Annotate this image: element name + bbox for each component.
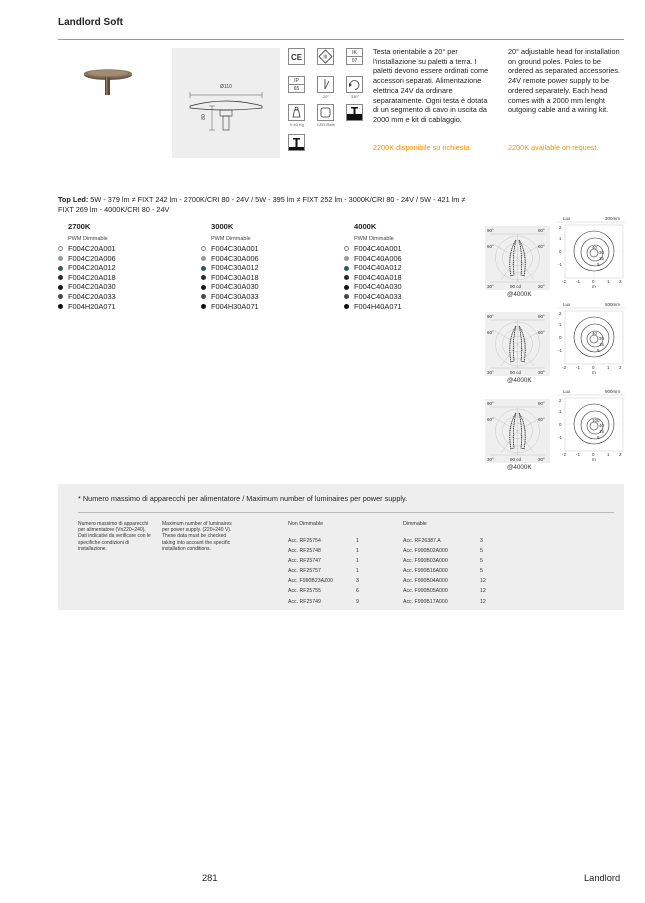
product-code: F004H30A071 <box>201 302 321 312</box>
product-code: F004C40A033 <box>344 292 464 302</box>
angle-label: 90° <box>487 228 494 233</box>
accessory-code: Acc. RF25748 <box>288 548 321 555</box>
lux-title: Lux <box>563 389 571 394</box>
accessory-row <box>403 546 493 556</box>
axis-x-tick: 0 <box>592 279 595 284</box>
column-heading: 3000K <box>211 222 234 231</box>
finish-swatch <box>58 246 63 251</box>
axis-y-tick: 2 <box>559 398 562 403</box>
finish-swatch <box>344 275 349 280</box>
column-heading: 4000K <box>354 222 377 231</box>
axis-x-tick: 0 <box>592 365 595 370</box>
accessory-row <box>403 586 493 596</box>
led-refit-icon <box>317 104 334 121</box>
polar-diagram <box>485 226 550 290</box>
product-code: F004C40A006 <box>344 254 464 264</box>
polar-diagram <box>485 399 550 463</box>
distance-label: 300mm <box>605 216 621 221</box>
lux-value: 5 <box>597 262 600 267</box>
axis-y-tick: -1 <box>558 348 563 353</box>
lux-value: 5 <box>597 348 600 353</box>
lux-value: 15 <box>599 429 605 434</box>
angle-label: 60° <box>487 244 494 249</box>
product-code: F004H40A071 <box>344 302 464 312</box>
finish-swatch <box>58 275 63 280</box>
technical-drawing <box>172 48 280 158</box>
lux-value: 30 <box>599 250 605 255</box>
accessory-row <box>403 536 493 546</box>
product-code: F004C20A030 <box>58 282 178 292</box>
finish-swatch <box>344 256 349 261</box>
accessory-max-count: 1 <box>356 548 359 555</box>
model-label: @4000K <box>507 291 532 298</box>
finish-swatch <box>201 275 206 280</box>
weight-icon <box>288 104 305 121</box>
distance-label: 900mm <box>605 389 621 394</box>
accessory-row <box>403 597 493 607</box>
accessory-row <box>288 546 368 556</box>
finish-swatch <box>201 304 206 309</box>
column-heading: 2700K <box>68 222 91 231</box>
axis-x-tick: -2 <box>562 452 567 457</box>
led-refit-caption: LED-Refit <box>317 122 335 127</box>
lux-value: 40 <box>592 331 598 336</box>
lux-value: 15 <box>599 342 605 347</box>
axis-y-tick: 0 <box>559 249 562 254</box>
axis-x-tick: -2 <box>562 365 567 370</box>
lux-title: Lux <box>563 302 571 307</box>
product-code: F004H20A071 <box>58 302 178 312</box>
accessory-code: Acc. RF25755 <box>288 588 321 595</box>
accessory-code: Acc. F990B04A000 <box>403 578 448 585</box>
axis-x-tick: 1 <box>607 365 610 370</box>
page-title: Landlord Soft <box>58 17 123 28</box>
distance-label: 500mm <box>605 302 621 307</box>
note-divider <box>78 512 614 513</box>
accessory-max-count: 1 <box>356 568 359 575</box>
lux-value: 40 <box>599 423 605 428</box>
accessory-max-count: 12 <box>480 588 486 595</box>
product-code: F004C20A006 <box>58 254 178 264</box>
ce-icon: CE <box>288 48 305 65</box>
top-led-label: Top Led: <box>58 195 89 204</box>
angle-label: 90° <box>538 401 545 406</box>
axis-y-tick: 0 <box>559 422 562 427</box>
lux-value: 30 <box>599 336 605 341</box>
tilt-icon <box>317 76 334 93</box>
finish-swatch <box>201 246 206 251</box>
pole-install-icon <box>288 134 305 151</box>
page-number: 281 <box>202 873 218 883</box>
accessory-row <box>288 597 368 607</box>
axis-x-tick: -1 <box>576 279 581 284</box>
axis-y-tick: 2 <box>559 311 562 316</box>
product-code: F004C30A006 <box>201 254 321 264</box>
finish-swatch <box>58 256 63 261</box>
product-code: F004C30A033 <box>201 292 321 302</box>
model-label: @4000K <box>507 464 532 471</box>
angle-label: 30° <box>487 284 494 289</box>
dimmable-heading: Dimmable <box>403 521 427 527</box>
column-subheading: PWM Dimmable <box>354 236 394 242</box>
lux-title: Lux <box>563 216 571 221</box>
accessory-max-count: 1 <box>356 538 359 544</box>
finish-swatch <box>344 266 349 271</box>
accessory-code: Acc. RF25754 <box>288 538 321 544</box>
availability-note-italian: 2200K disponibile su richiesta. <box>373 143 472 152</box>
product-code: F004C20A018 <box>58 273 178 283</box>
angle-label: 30° <box>538 370 545 375</box>
axis-x-tick: -1 <box>576 452 581 457</box>
accessory-row <box>288 566 368 576</box>
axis-x-tick: -1 <box>576 365 581 370</box>
finish-swatch <box>201 256 206 261</box>
angle-label: 30° <box>538 284 545 289</box>
accessory-max-count: 6 <box>356 588 359 595</box>
finish-swatch <box>344 285 349 290</box>
axis-y-tick: 1 <box>559 409 562 414</box>
codes-column-2700k <box>58 222 178 311</box>
product-image <box>82 62 134 98</box>
angle-label: 30° <box>538 457 545 462</box>
isolux-diagram <box>557 216 625 290</box>
angle-label: 30° <box>487 370 494 375</box>
product-code: F004C40A030 <box>344 282 464 292</box>
axis-x-tick: -2 <box>562 279 567 284</box>
lux-value: 5 <box>597 435 600 440</box>
axis-x-tick: 2 <box>619 279 622 284</box>
axis-y-tick: 1 <box>559 236 562 241</box>
angle-label: 60° <box>538 330 545 335</box>
accessory-max-count: 3 <box>480 538 483 544</box>
angle-label: 60° <box>487 330 494 335</box>
model-label: @4000K <box>507 377 532 384</box>
ground-install-icon <box>346 104 363 121</box>
accessory-row <box>403 566 493 576</box>
accessory-code: Acc. F990B17A000 <box>403 598 448 605</box>
product-code: F004C30A030 <box>201 282 321 292</box>
product-code: F004C30A012 <box>201 263 321 273</box>
angle-label: 90° <box>538 228 545 233</box>
top-led-specs <box>58 195 478 215</box>
finish-swatch <box>58 304 63 309</box>
accessory-max-count: 3 <box>356 578 359 585</box>
svg-text:III: III <box>323 54 328 61</box>
class-iii-icon <box>317 48 334 65</box>
isolux-diagram <box>557 302 625 376</box>
power-supply-note <box>58 484 624 610</box>
accessory-row <box>288 586 368 596</box>
angle-label: 30° <box>487 457 494 462</box>
axis-y-tick: 0 <box>559 335 562 340</box>
column-subheading: PWM Dimmable <box>211 236 251 242</box>
top-led-text: 5W - 379 lm ≠ FIXT 242 lm - 2700K/CRI 80 - 24V / 5W - 395 lm ≠ FIXT 252 lm - 3000K/CRI 80 - 24V / 5W - 421 lm ≠ FIXT 269 lm - 4000K/CRI 80 - 24V <box>58 195 466 214</box>
accessory-code: Acc. RF25747 <box>288 558 321 565</box>
description-italian: Testa orientabile a 20° per l'installazione su paletti a terra. I paletti devono essere ordinati come accessori separati. Alimentazione elettrica 24V da ordinare separatamente. Ogni testa è dotata di un segmento di cavo in uscita da 2000 mm e kit di cablaggio. <box>373 47 489 124</box>
codes-column-4000k <box>344 222 464 311</box>
product-code: F004C20A033 <box>58 292 178 302</box>
non-dimmable-heading: Non Dimmable <box>288 521 324 527</box>
axis-x-tick: 0 <box>592 452 595 457</box>
axis-y-tick: 1 <box>559 322 562 327</box>
lux-value: 100 <box>592 418 600 423</box>
product-code: F004C40A018 <box>344 273 464 283</box>
angle-label: 60° <box>538 417 545 422</box>
axis-x-tick: 2 <box>619 452 622 457</box>
accessory-code: Acc. F990B05A000 <box>403 588 448 595</box>
accessory-max-count: 12 <box>480 598 486 605</box>
finish-swatch <box>344 294 349 299</box>
angle-label: 90° <box>487 314 494 319</box>
axis-x-tick: 2 <box>619 365 622 370</box>
accessory-code: Acc. F990B23AZ00 <box>288 578 333 585</box>
accessory-row <box>288 536 368 546</box>
product-code: F004C20A001 <box>58 244 178 254</box>
non-dimmable-list <box>288 536 368 607</box>
product-code: F004C30A018 <box>201 273 321 283</box>
finish-swatch <box>58 294 63 299</box>
angle-label: 90° <box>487 401 494 406</box>
title-divider <box>58 39 624 40</box>
candela-label: 90 cd <box>510 457 522 462</box>
accessory-row <box>403 576 493 586</box>
lux-value: 40 <box>592 245 598 250</box>
finish-swatch <box>344 246 349 251</box>
rotation-caption: 330° <box>350 94 360 99</box>
availability-note-english: 2200K available on request. <box>508 143 599 152</box>
angle-label: 60° <box>487 417 494 422</box>
candela-label: 90 cd <box>510 284 522 289</box>
codes-column-3000k <box>201 222 321 311</box>
product-code: F004C40A001 <box>344 244 464 254</box>
accessory-max-count: 5 <box>480 548 483 555</box>
axis-unit: m <box>592 457 596 462</box>
product-code: F004C40A012 <box>344 263 464 273</box>
product-code: F004C30A001 <box>201 244 321 254</box>
rotation-icon <box>346 76 363 93</box>
finish-swatch <box>201 294 206 299</box>
accessory-code: Acc. RF25757 <box>288 568 321 575</box>
accessory-code: Acc. RF25749 <box>288 598 321 605</box>
axis-y-tick: 2 <box>559 225 562 230</box>
lux-value: 15 <box>599 256 605 261</box>
axis-y-tick: -1 <box>558 435 563 440</box>
accessory-max-count: 1 <box>356 558 359 565</box>
accessory-max-count: 5 <box>480 568 483 575</box>
ik-rating-icon: IK 07 <box>346 48 363 65</box>
isolux-diagram <box>557 389 625 463</box>
column-subheading: PWM Dimmable <box>68 236 108 242</box>
accessory-code: Acc. F990B02A000 <box>403 548 448 555</box>
description-english: 20° adjustable head for installation on ground poles. Poles to be ordered as separated accessories. 24V remote power supply to be ordered separately. Each head comes with a 2000 mm lenght outgoing cable and a wiring kit. <box>508 47 620 115</box>
candela-label: 90 cd <box>510 370 522 375</box>
axis-unit: m <box>592 370 596 375</box>
accessory-code: Acc. F990B03A000 <box>403 558 448 565</box>
diameter-label: Ø110 <box>220 84 232 90</box>
note-title: * Numero massimo di apparecchi per alimentatore / Maximum number of luminaires per power supply. <box>78 494 408 503</box>
accessory-code: Acc. RF26387.A <box>403 538 441 544</box>
finish-swatch <box>201 266 206 271</box>
dimmable-list <box>403 536 493 607</box>
accessory-row <box>403 556 493 566</box>
height-label: 80 <box>200 114 207 120</box>
tilt-caption: 20° <box>322 94 330 99</box>
angle-label: 60° <box>538 244 545 249</box>
accessory-max-count: 12 <box>480 578 486 585</box>
accessory-row <box>288 576 368 586</box>
weight-caption: 0,40 Kg <box>290 122 304 127</box>
accessory-max-count: 9 <box>356 598 359 605</box>
finish-swatch <box>201 285 206 290</box>
accessory-code: Acc. F990B16A000 <box>403 568 448 575</box>
accessory-max-count: 5 <box>480 558 483 565</box>
finish-swatch <box>58 266 63 271</box>
axis-x-tick: 1 <box>607 279 610 284</box>
accessory-row <box>288 556 368 566</box>
certification-icons <box>288 48 368 158</box>
polar-diagram <box>485 312 550 376</box>
note-english: Maximum number of luminaires per power supply. (220÷240 V). These data must be checked taking into account the specific installation conditions. <box>162 521 232 552</box>
product-code: F004C20A012 <box>58 263 178 273</box>
axis-unit: m <box>592 284 596 289</box>
finish-swatch <box>58 285 63 290</box>
ip-rating-icon: IP 65 <box>288 76 305 93</box>
footer-section-name: Landlord <box>584 873 621 883</box>
angle-label: 90° <box>538 314 545 319</box>
finish-swatch <box>344 304 349 309</box>
axis-y-tick: -1 <box>558 262 563 267</box>
note-italian: Numero massimo di apparecchi per alimentatore (Vn220÷240). Dati indicativi da verificare con le specifiche condizioni di installazione. <box>78 521 151 552</box>
axis-x-tick: 1 <box>607 452 610 457</box>
